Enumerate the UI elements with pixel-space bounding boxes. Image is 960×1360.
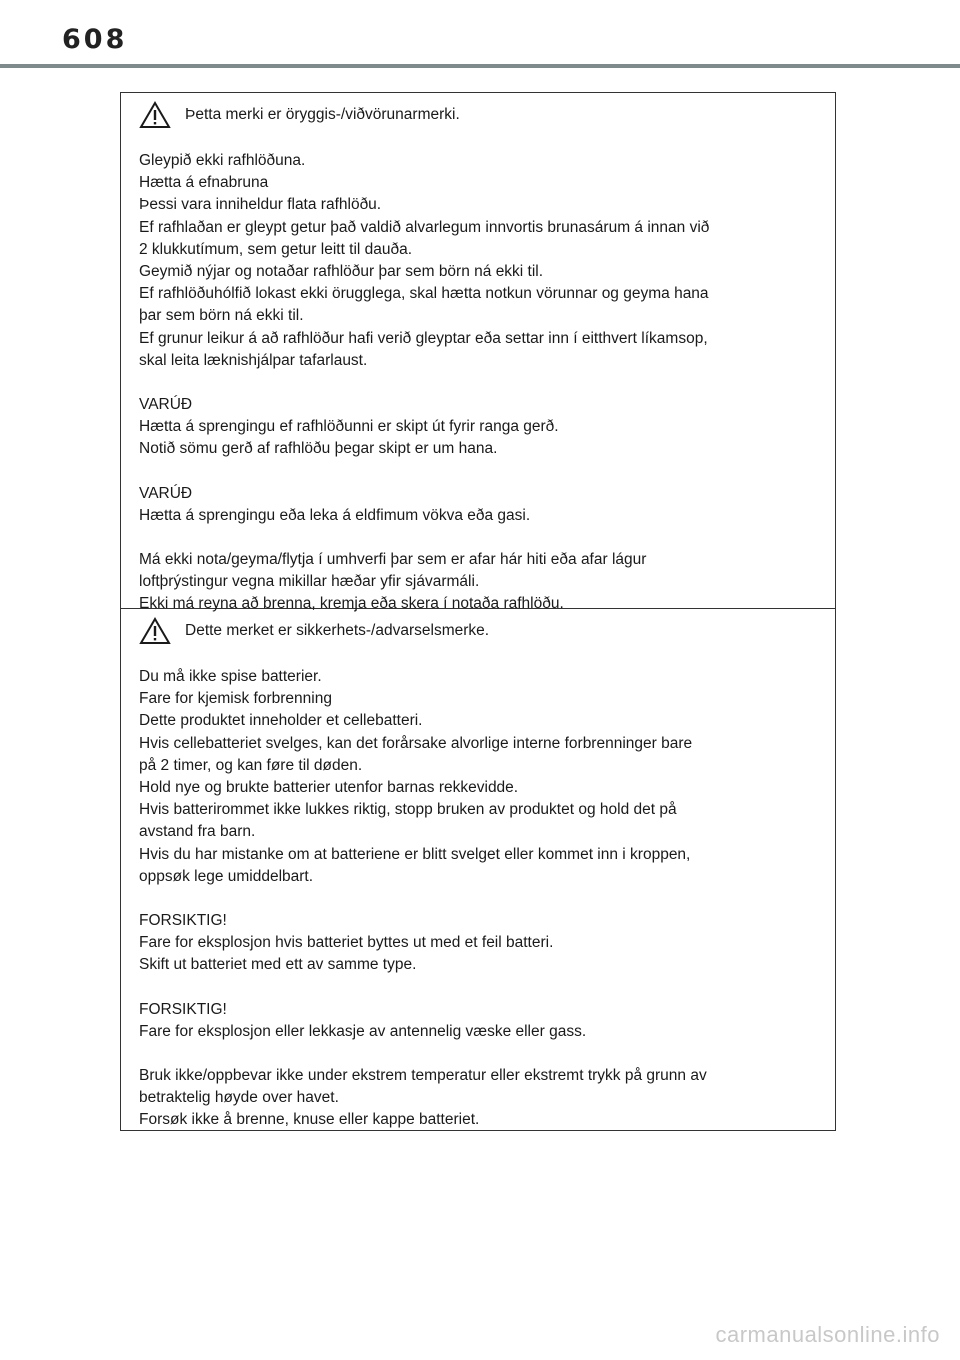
- text-line: FORSIKTIG!: [139, 912, 227, 930]
- text-line: Fare for kjemisk forbrenning: [139, 690, 332, 708]
- text-line: Notið sömu gerð af rafhlöðu þegar skipt er um hana.: [139, 440, 498, 458]
- paragraph-gap: [139, 888, 821, 910]
- paragraph-gap: [139, 372, 821, 394]
- notice-header: [139, 612, 821, 650]
- paragraph-gap: [139, 527, 821, 549]
- warning-triangle-icon: [139, 617, 171, 645]
- notice-paragraph: [139, 394, 821, 461]
- notice-paragraph: [139, 910, 821, 977]
- notice-box-norwegian: [120, 609, 836, 1131]
- notice-paragraph: [139, 666, 821, 888]
- text-line: Hætta á sprengingu ef rafhlöðunni er skipt út fyrir ranga gerð.: [139, 418, 559, 436]
- text-line: VARÚÐ: [139, 396, 193, 414]
- spacer: [139, 134, 821, 150]
- notice-paragraph: [139, 1065, 821, 1132]
- text-line: Fare for eksplosjon hvis batteriet byttes ut med et feil batteri.: [139, 934, 554, 952]
- text-line: Ef rafhlöðuhólfið lokast ekki örugglega, skal hætta notkun vörunnar og geyma hana: [139, 285, 709, 303]
- text-line: Ef rafhlaðan er gleypt getur það valdið alvarlegum innvortis brunasárum á innan við: [139, 218, 710, 236]
- text-line: Geymið nýjar og notaðar rafhlöður þar sem börn ná ekki til.: [139, 263, 544, 281]
- notice-paragraph: [139, 549, 821, 616]
- notice-paragraph: [139, 999, 821, 1043]
- text-line: på 2 timer, og kan føre til døden.: [139, 756, 363, 774]
- text-line: Hvis du har mistanke om at batteriene er blitt svelget eller kommet inn i kroppen,: [139, 845, 691, 863]
- paragraph-gap: [139, 1043, 821, 1065]
- watermark: carmanualsonline.info: [715, 1322, 940, 1347]
- page-number: 608: [62, 24, 128, 55]
- text-line: 2 klukkutímum, sem getur leitt til dauða.: [139, 240, 413, 258]
- text-line: Bruk ikke/oppbevar ikke under ekstrem temperatur eller ekstremt trykk på grunn av: [139, 1067, 707, 1085]
- warning-triangle-icon: [139, 101, 171, 129]
- text-line: Má ekki nota/geyma/flytja í umhverfi þar sem er afar hár hiti eða afar lágur: [139, 551, 647, 569]
- notice-body: [139, 650, 821, 1132]
- text-line: Hvis cellebatteriet svelges, kan det forårsake alvorlige interne forbrenninger bare: [139, 734, 693, 752]
- spacer: [139, 650, 821, 666]
- text-line: Ekki má reyna að brenna, kremja eða skera í notaða rafhlöðu.: [139, 595, 564, 613]
- text-line: Du må ikke spise batterier.: [139, 668, 322, 685]
- notice-title: Dette merket er sikkerhets-/advarselsmerke.: [185, 622, 490, 639]
- notice-title: Þetta merki er öryggis-/viðvörunarmerki.: [185, 106, 460, 123]
- text-line: Ef grunur leikur á að rafhlöður hafi verið gleyptar eða settar inn í eitthvert líkamsop,: [139, 329, 708, 347]
- notice-paragraph: [139, 483, 821, 527]
- text-line: Dette produktet inneholder et cellebatteri.: [139, 712, 423, 730]
- text-line: þar sem börn ná ekki til.: [139, 307, 304, 325]
- text-line: avstand fra barn.: [139, 823, 256, 841]
- text-line: FORSIKTIG!: [139, 1000, 227, 1018]
- text-line: oppsøk lege umiddelbart.: [139, 867, 314, 885]
- header-rule: [0, 64, 960, 68]
- notice-paragraph: [139, 150, 821, 372]
- notice-box-icelandic: [120, 92, 836, 613]
- text-line: skal leita læknishjálpar tafarlaust.: [139, 351, 368, 369]
- text-line: Forsøk ikke å brenne, knuse eller kappe batteriet.: [139, 1111, 480, 1129]
- text-line: loftþrýstingur vegna mikillar hæðar yfir sjávarmáli.: [139, 573, 480, 591]
- text-line: Hold nye og brukte batterier utenfor barnas rekkevidde.: [139, 779, 519, 797]
- text-line: Hætta á efnabruna: [139, 174, 269, 192]
- text-line: Hætta á sprengingu eða leka á eldfimum vökva eða gasi.: [139, 506, 531, 524]
- text-line: Gleypið ekki rafhlöðuna.: [139, 152, 306, 169]
- text-line: Skift ut batteriet med ett av samme type.: [139, 956, 417, 974]
- text-line: VARÚÐ: [139, 484, 193, 502]
- paragraph-gap: [139, 977, 821, 999]
- notice-body: [139, 134, 821, 616]
- text-line: betraktelig høyde over havet.: [139, 1089, 339, 1107]
- text-line: Hvis batterirommet ikke lukkes riktig, stopp bruken av produktet og hold det på: [139, 801, 677, 819]
- notice-header: [139, 96, 821, 134]
- text-line: Þessi vara inniheldur flata rafhlöðu.: [139, 196, 382, 214]
- text-line: Fare for eksplosjon eller lekkasje av antennelig væske eller gass.: [139, 1022, 587, 1040]
- paragraph-gap: [139, 461, 821, 483]
